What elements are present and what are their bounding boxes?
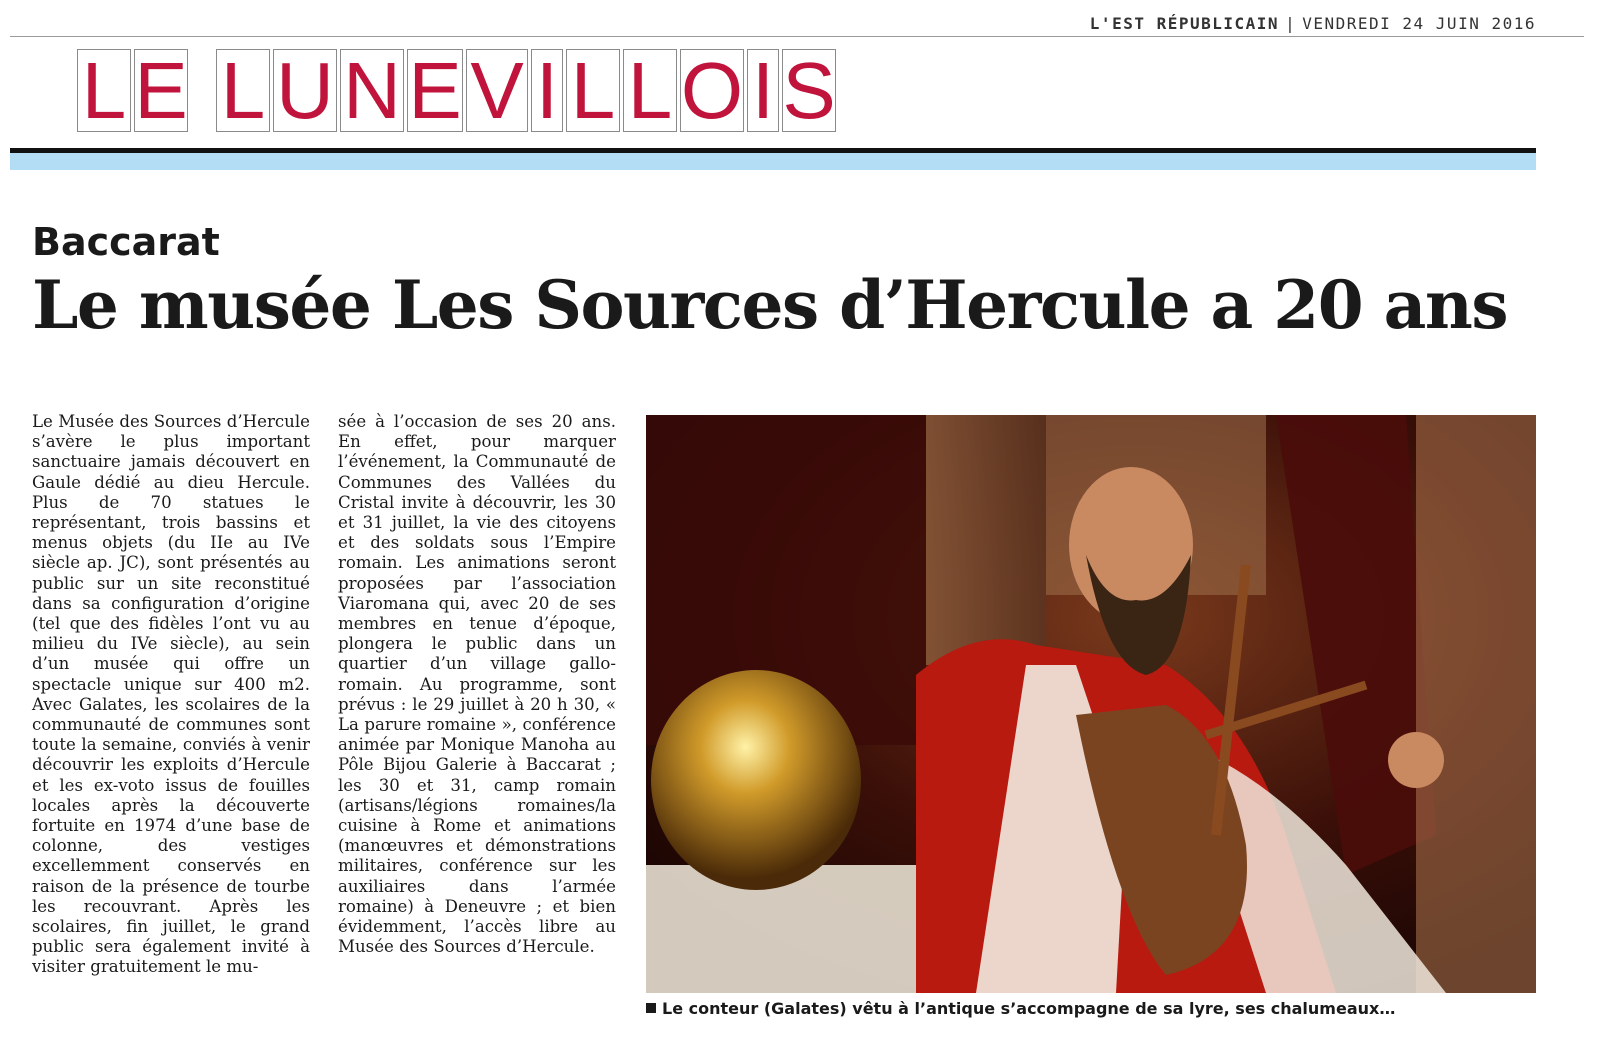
section-letter: N: [340, 49, 404, 132]
header-band: [10, 153, 1536, 170]
section-letter: L: [566, 49, 620, 132]
section-letter: O: [680, 45, 744, 135]
section-letter-gap: [191, 49, 213, 132]
caption-text: Le conteur (Galates) vêtu à l’antique s’accompagne de sa lyre, ses chalumeaux…: [662, 999, 1396, 1018]
article-headline: Le musée Les Sources d’Hercule a 20 ans: [32, 266, 1508, 344]
section-letter: S: [782, 45, 836, 135]
section-letter: L: [77, 49, 131, 132]
section-letter: E: [408, 45, 462, 135]
section-letter: V: [466, 49, 528, 132]
section-title: [77, 45, 839, 135]
storyteller-photo-illustration: [646, 415, 1536, 993]
masthead: [1090, 14, 1536, 33]
top-rule: [10, 36, 1584, 37]
section-letter: I: [747, 49, 779, 132]
article-column-2: sée à l’occasion de ses 20 ans. En effet, pour marquer l’événement, la Communauté de Communes des Vallées du Cristal invite à découvrir, les 30 et 31 juillet, la vie des citoyens et des soldats sous l’Empire romain. Les animations seront proposées par l’association Viaromana qui, avec 20 de ses membres en tenue d’époque, plongera le public dans un quartier d’un village gallo-romain. Au programme, sont prévus : le 29 juillet à 20 h 30, « La parure romaine », conférence animée par Monique Manoha au Pôle Bijou Galerie à Baccarat ; les 30 et 31, camp romain (artisans/légions romaines/la cuisine à Rome et animations (manœuvres et démonstrations militaires, conférence sur les auxiliaires dans l’armée romaine) à Deneuvre ; et bien évidemment, l’accès libre au Musée des Sources d’Hercule.: [338, 412, 616, 957]
article-column-1: Le Musée des Sources d’Hercule s’avère le plus important sanctuaire jamais découvert en Gaule dédié au dieu Hercule. Plus de 70 statues le représentant, trois bassins et menus objets (du IIe au IVe siècle ap. JC), sont présentés au public sur un site reconstitué dans sa configuration d’origine (tel que des fidèles l’ont vu au milieu du IVe siècle), au sein d’un musée qui offre un spectacle unique sur 400 m2. Avec Galates, les scolaires de la communauté de communes sont toute la semaine, conviés à venir découvrir les exploits d’Hercule et les ex-voto issus de fouilles locales après la découverte fortuite en 1974 d’une base de colonne, des vestiges excellemment conservés en raison de la présence de tourbe les recouvrant. Après les scolaires, fin juillet, le grand public sera également invité à visiter gratuitement le mu-: [32, 412, 310, 977]
section-letter: I: [531, 49, 563, 132]
publication-date: VENDREDI 24 JUIN 2016: [1302, 14, 1536, 33]
section-letter: U: [273, 49, 337, 132]
caption-bullet-icon: [646, 1003, 656, 1013]
article-kicker: Baccarat: [32, 220, 220, 264]
section-letter: L: [623, 49, 677, 132]
section-letter: L: [216, 49, 270, 132]
article-photo: [646, 415, 1536, 993]
photo-caption: [646, 999, 1395, 1018]
section-letter: E: [134, 45, 188, 135]
masthead-separator: |: [1285, 14, 1297, 33]
publication-name: L'EST RÉPUBLICAIN: [1089, 14, 1280, 33]
